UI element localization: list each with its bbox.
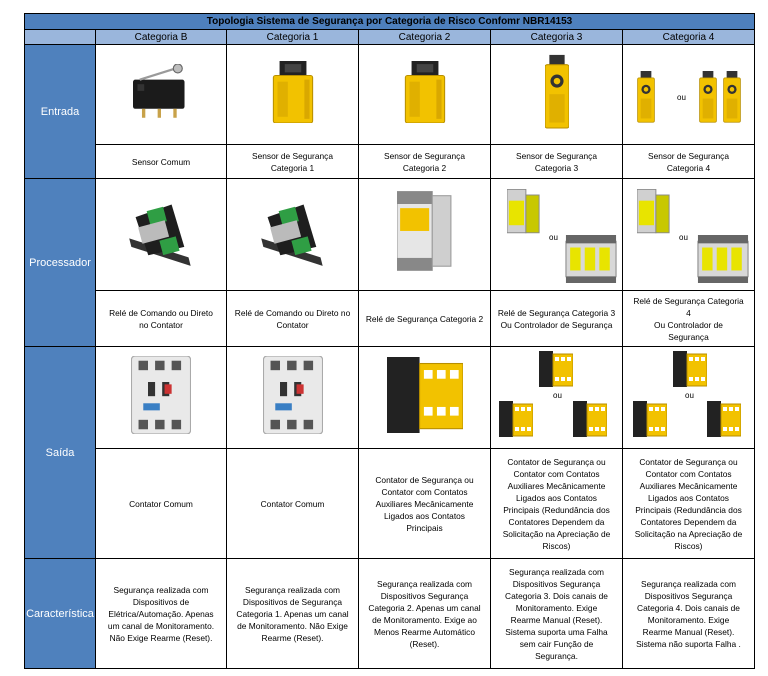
column-header-categoria-3: Categoria 3: [491, 30, 623, 45]
image-cell: [359, 179, 491, 291]
safety-contactor-icon: [573, 401, 607, 437]
caption-cell: Relé de Segurança Categoria 2: [359, 291, 491, 347]
slim-safety-sensor-icon: [699, 71, 717, 123]
caption-cell: Contator Comum: [227, 449, 359, 559]
image-cell: [96, 179, 227, 291]
safety-controller-icon: [697, 235, 749, 283]
caption-cell: Relé de Segurança Categoria 4 Ou Controlador de Segurança: [623, 291, 755, 347]
image-cell: [623, 45, 755, 145]
ou-label: ou: [549, 233, 558, 242]
caption-cell: Relé de Comando ou Direto no Contator: [227, 291, 359, 347]
image-cell: [623, 347, 755, 449]
ou-label: ou: [553, 391, 562, 400]
image-cell: [96, 45, 227, 145]
table-title: Topologia Sistema de Segurança por Categoria de Risco Confomr NBR14153: [25, 14, 755, 30]
caption-cell: Sensor Comum: [96, 145, 227, 179]
caption-cell: Segurança realizada com Dispositivos Segurança Categoria 3. Dois canais de Monitoramento. Exige Rearme Manual (Reset). Sistema suporta uma Falha sem cair Função de Segurança.: [491, 559, 623, 669]
risk-category-table: [24, 13, 755, 669]
image-cell: [227, 179, 359, 291]
caption-cell: Sensor de Segurança Categoria 4: [623, 145, 755, 179]
row-header-entrada: Entrada: [25, 45, 96, 179]
caption-cell: Relé de Comando ou Direto no Contator: [96, 291, 227, 347]
safety-relay-icon: [507, 189, 541, 235]
contactor-icon: [131, 356, 191, 434]
contactor-icon: [263, 356, 323, 434]
caption-cell: Contator de Segurança ou Contator com Contatos Auxiliares Mecânicamente Ligados aos Contatos Principais (Redundância dos Contatores Dependem da Solicitação na Apreciação de Riscos): [623, 449, 755, 559]
image-cell: [623, 179, 755, 291]
caption-cell: Segurança realizada com Dispositivos de Elétrica/Automação. Apenas um canal de Monitoramento. Não Exige Rearme (Reset).: [96, 559, 227, 669]
row-header-processador: Processador: [25, 179, 96, 347]
caption-cell: Sensor de Segurança Categoria 3: [491, 145, 623, 179]
safety-relay-icon: [637, 189, 671, 235]
ou-label: ou: [679, 233, 688, 242]
image-cell: [359, 45, 491, 145]
safety-contactor-icon: [633, 401, 667, 437]
din-relay-icon: [125, 196, 197, 268]
safety-sensor-icon: [403, 61, 447, 123]
safety-contactor-icon: [707, 401, 741, 437]
slim-safety-sensor-icon: [723, 71, 741, 123]
caption-cell: Segurança realizada com Dispositivos Segurança Categoria 4. Dois canais de Monitoramento. Exige Rearme Manual (Reset). Sistema não suporta Falha .: [623, 559, 755, 669]
ou-label: ou: [685, 391, 694, 400]
image-cell: [359, 347, 491, 449]
caption-cell: Segurança realizada com Dispositivos Segurança Categoria 2. Apenas um canal de Monitoramento. Exige ao Menos Rearme Automático (Reset).: [359, 559, 491, 669]
safety-contactor-icon: [539, 351, 573, 387]
row-header-caracteristica: Característica: [25, 559, 96, 669]
column-header-categoria-4: Categoria 4: [623, 30, 755, 45]
image-cell: [227, 347, 359, 449]
caption-cell: Contator de Segurança ou Contator com Contatos Auxiliares Mecânicamente Ligados aos Contatos Principais: [359, 449, 491, 559]
caption-cell: Sensor de Segurança Categoria 2: [359, 145, 491, 179]
image-cell: [96, 347, 227, 449]
corner-cell: [25, 30, 96, 45]
safety-contactor-icon: [673, 351, 707, 387]
caption-cell: Contator Comum: [96, 449, 227, 559]
image-cell: [491, 179, 623, 291]
din-relay-icon: [257, 196, 329, 268]
microswitch-icon: [131, 64, 191, 120]
safety-sensor-icon: [271, 61, 315, 123]
safety-controller-icon: [565, 235, 617, 283]
row-header-saida: Saída: [25, 347, 96, 559]
slim-safety-sensor-icon: [545, 54, 569, 130]
image-cell: [491, 347, 623, 449]
image-cell: [227, 45, 359, 145]
caption-cell: Sensor de Segurança Categoria 1: [227, 145, 359, 179]
caption-cell: Relé de Segurança Categoria 3 Ou Controlador de Segurança: [491, 291, 623, 347]
safety-relay-icon: [397, 190, 453, 274]
slim-safety-sensor-icon: [637, 71, 655, 123]
column-header-categoria-b: Categoria B: [96, 30, 227, 45]
safety-contactor-icon: [387, 355, 463, 435]
column-header-categoria-2: Categoria 2: [359, 30, 491, 45]
column-header-categoria-1: Categoria 1: [227, 30, 359, 45]
caption-cell: Contator de Segurança ou Contator com Contatos Auxiliares Mecânicamente Ligados aos Contatos Principais (Redundância dos Contatores Dependem da Solicitação na Apreciação de Riscos): [491, 449, 623, 559]
image-cell: [491, 45, 623, 145]
caption-cell: Segurança realizada com Dispositivos de Segurança Categoria 1. Apenas um canal de Monitoramento. Não Exige Rearme (Reset).: [227, 559, 359, 669]
ou-label: ou: [677, 93, 686, 102]
safety-contactor-icon: [499, 401, 533, 437]
